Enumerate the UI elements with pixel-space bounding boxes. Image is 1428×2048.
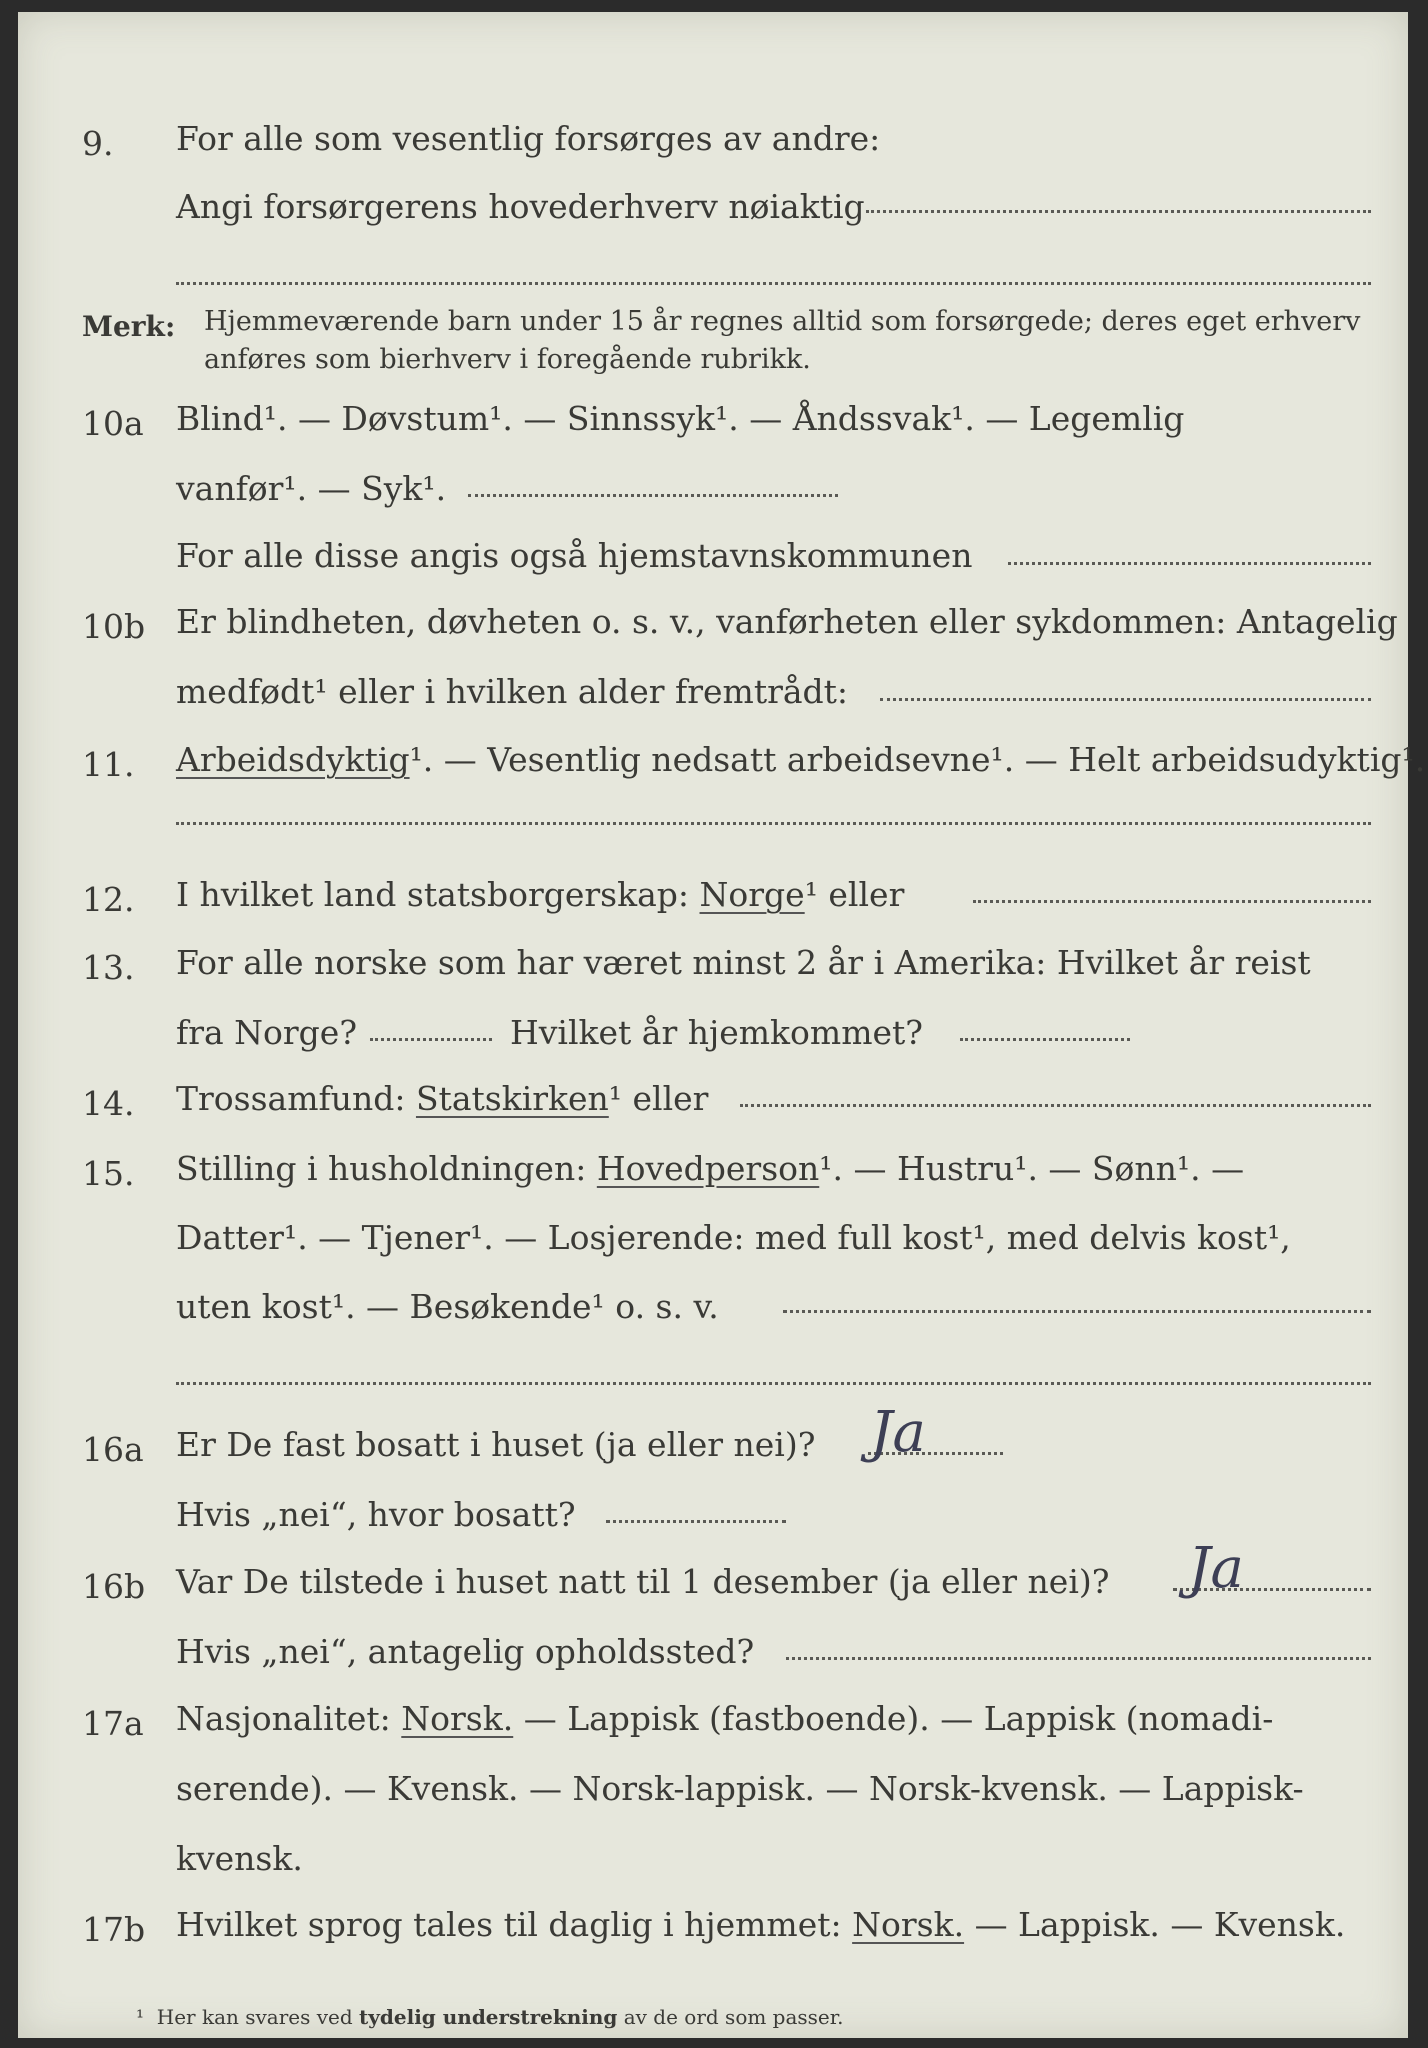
q11-option-underlined[interactable]: Arbeidsdyktig bbox=[176, 740, 410, 779]
q11-line bbox=[176, 740, 1426, 779]
merk-block bbox=[82, 308, 175, 341]
q13-line2a: fra Norge? bbox=[176, 1013, 358, 1052]
q9-line2: Angi forsørgerens hovederhverv nøiaktig bbox=[176, 187, 865, 226]
q17a-option-underlined[interactable]: Norsk. bbox=[401, 1699, 514, 1738]
q15-number: 15. bbox=[82, 1154, 135, 1193]
footnote bbox=[136, 2005, 844, 2029]
q10b-answer-line[interactable] bbox=[880, 698, 1371, 701]
q14-option-underlined[interactable]: Statskirken bbox=[415, 1079, 609, 1118]
q17a-line1 bbox=[176, 1699, 1274, 1738]
q17a-pre: Nasjonalitet: bbox=[176, 1699, 402, 1738]
q17a-line2: serende). — Kvensk. — Norsk-lappisk. — Norsk-kvensk. — Lappisk- bbox=[176, 1769, 1304, 1808]
q12-post: ¹ eller bbox=[804, 875, 905, 914]
q14-post: ¹ eller bbox=[608, 1079, 709, 1118]
q16a-line2: Hvis „nei“, hvor bosatt? bbox=[176, 1495, 576, 1534]
q13-returned-line[interactable] bbox=[960, 1038, 1130, 1041]
q13-line1: For alle norske som har været minst 2 år i Amerika: Hvilket år reist bbox=[176, 943, 1311, 982]
q13-line2b: Hvilket år hjemkommet? bbox=[510, 1013, 923, 1052]
q16a-number: 16a bbox=[82, 1430, 144, 1469]
merk-label: Merk: bbox=[82, 310, 176, 343]
q11-rest: ¹. — Vesentlig nedsatt arbeidsevne¹. — Helt arbeidsudyktig¹. bbox=[409, 740, 1426, 779]
q9-line1: For alle som vesentlig forsørges av andre: bbox=[176, 119, 881, 158]
q16a-where-line[interactable] bbox=[606, 1520, 786, 1523]
q16b-line1: Var De tilstede i huset natt til 1 desember (ja eller nei)? bbox=[176, 1562, 1110, 1601]
q17a-post: — Lappisk (fastboende). — Lappisk (nomadi- bbox=[513, 1699, 1274, 1738]
q17b-option-underlined[interactable]: Norsk. bbox=[852, 1905, 965, 1944]
q16a-handwritten-answer: Ja bbox=[870, 1400, 926, 1465]
q10a-line1: Blind¹. — Døvstum¹. — Sinnssyk¹. — Åndssvak¹. — Legemlig bbox=[176, 399, 1185, 438]
q14-line bbox=[176, 1079, 709, 1118]
q10a-answer-line[interactable] bbox=[468, 494, 838, 497]
q9-number: 9. bbox=[82, 124, 114, 163]
q16b-line2: Hvis „nei“, antagelig opholdssted? bbox=[176, 1632, 755, 1671]
q12-line bbox=[176, 875, 905, 914]
q13-number: 13. bbox=[82, 948, 135, 987]
q10b-line1: Er blindheten, døvheten o. s. v., vanførheten eller sykdommen: Antagelig bbox=[176, 602, 1398, 641]
merk-line1: Hjemmeværende barn under 15 år regnes alltid som forsørgede; deres eget erhverv bbox=[204, 306, 1361, 337]
q12-option-underlined[interactable]: Norge bbox=[699, 875, 805, 914]
q16b-handwritten-answer: Ja bbox=[1188, 1536, 1244, 1601]
q17a-line3: kvensk. bbox=[176, 1839, 303, 1878]
q10a-number: 10a bbox=[82, 404, 144, 443]
q17b-line bbox=[176, 1905, 1346, 1944]
q16a-line1: Er De fast bosatt i huset (ja eller nei)? bbox=[176, 1425, 816, 1464]
merk-line2: anføres som bierhverv i foregående rubrikk. bbox=[204, 344, 811, 375]
q11-answer-line[interactable] bbox=[176, 822, 1371, 825]
footnote-pre: Her kan svares ved bbox=[156, 2005, 360, 2029]
q15-option-underlined[interactable]: Hovedperson bbox=[596, 1149, 820, 1188]
q11-number: 11. bbox=[82, 745, 135, 784]
q14-number: 14. bbox=[82, 1084, 135, 1123]
q10a-home-line[interactable] bbox=[1008, 562, 1371, 565]
census-form-page bbox=[18, 12, 1426, 2038]
q9-answer-line-2[interactable] bbox=[176, 282, 1371, 285]
q12-number: 12. bbox=[82, 880, 135, 919]
q15-answer-line-2[interactable] bbox=[176, 1382, 1371, 1385]
q10a-line2: vanfør¹. — Syk¹. bbox=[176, 469, 447, 508]
q13-left-line[interactable] bbox=[370, 1038, 492, 1041]
q17b-pre: Hvilket sprog tales til daglig i hjemmet: bbox=[176, 1905, 853, 1944]
q15-line2: Datter¹. — Tjener¹. — Losjerende: med full kost¹, med delvis kost¹, bbox=[176, 1218, 1291, 1257]
q15-line3: uten kost¹. — Besøkende¹ o. s. v. bbox=[176, 1287, 719, 1326]
q16b-where-line[interactable] bbox=[786, 1657, 1371, 1660]
q15-line1 bbox=[176, 1149, 1245, 1188]
q10b-number: 10b bbox=[82, 607, 146, 646]
q17b-post: — Lappisk. — Kvensk. bbox=[964, 1905, 1346, 1944]
q16b-number: 16b bbox=[82, 1567, 146, 1606]
q10a-line3: For alle disse angis også hjemstavnskommunen bbox=[176, 536, 973, 575]
q17b-number: 17b bbox=[82, 1910, 146, 1949]
q15-pre: Stilling i husholdningen: bbox=[176, 1149, 597, 1188]
q15-post: ¹. — Hustru¹. — Sønn¹. — bbox=[819, 1149, 1245, 1188]
q12-answer-line[interactable] bbox=[973, 900, 1371, 903]
footnote-post: av de ord som passer. bbox=[617, 2005, 844, 2029]
q12-pre: I hvilket land statsborgerskap: bbox=[176, 875, 700, 914]
q10b-line2: medfødt¹ eller i hvilken alder fremtrådt: bbox=[176, 672, 849, 711]
q17a-number: 17a bbox=[82, 1704, 144, 1743]
footnote-mark: ¹ bbox=[136, 2005, 145, 2029]
q14-answer-line[interactable] bbox=[740, 1104, 1371, 1107]
q15-answer-line[interactable] bbox=[783, 1310, 1371, 1313]
q14-pre: Trossamfund: bbox=[176, 1079, 416, 1118]
q9-answer-line[interactable] bbox=[866, 210, 1371, 213]
footnote-bold: tydelig understrekning bbox=[359, 2005, 618, 2029]
